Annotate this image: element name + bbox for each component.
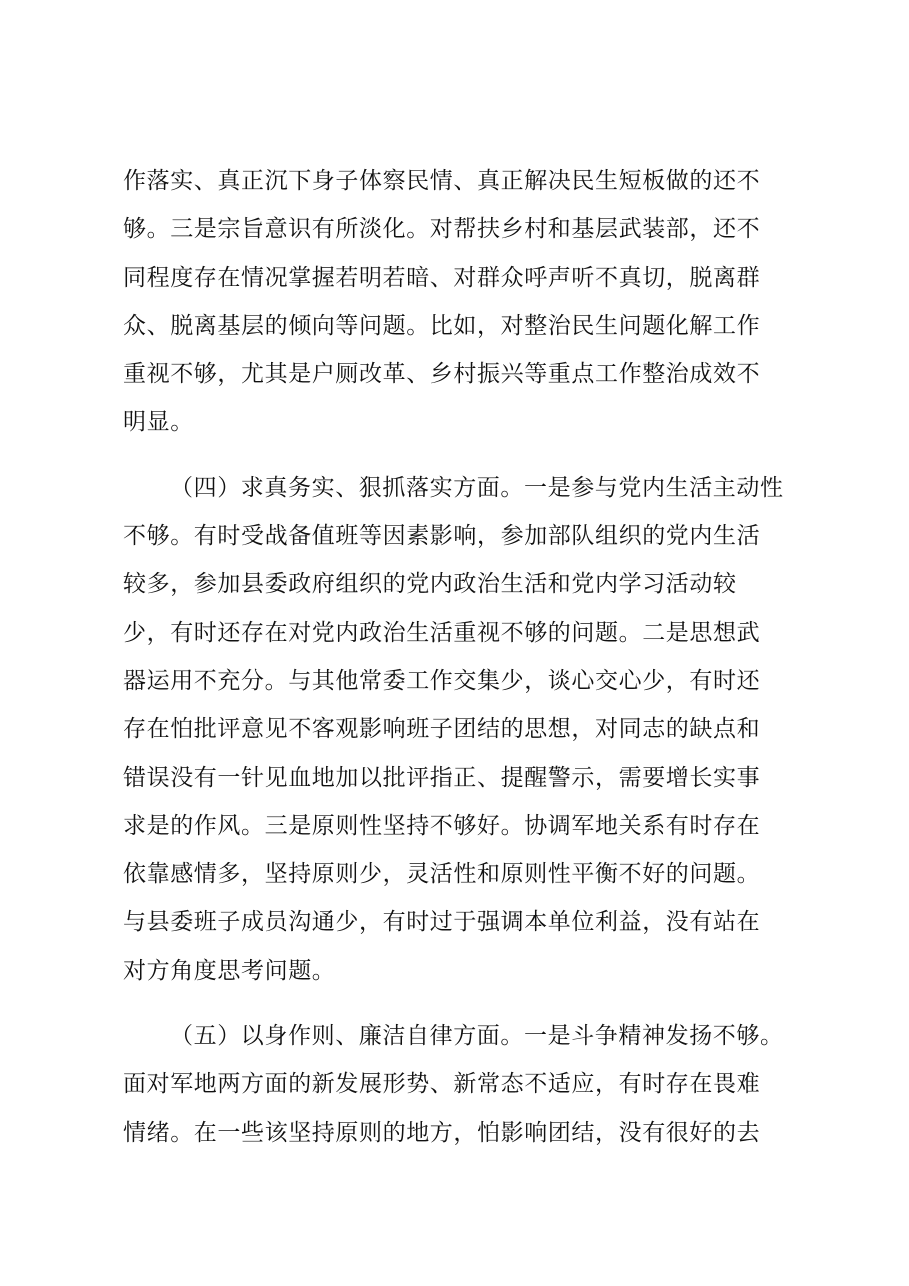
paragraph-spacing <box>123 995 803 1012</box>
paragraph-section-five <box>123 1012 803 1157</box>
text-line: 同程度存在情况掌握若明若暗、对群众呼声听不真切，脱离群 <box>123 264 761 291</box>
text-line: （五）以身作则、廉洁自律方面。一是斗争精神发扬不够。 <box>170 1023 784 1050</box>
text-line: 求是的作风。三是原则性坚持不够好。协调军地关系有时存在 <box>123 812 761 839</box>
document-body <box>123 157 803 1157</box>
paragraph-continuation <box>123 157 803 447</box>
text-line: 存在怕批评意见不客观影响班子团结的思想，对同志的缺点和 <box>123 716 761 743</box>
text-line: 够。三是宗旨意识有所淡化。对帮扶乡村和基层武装部，还不 <box>123 216 761 243</box>
text-line: （四）求真务实、狠抓落实方面。一是参与党内生活主动性 <box>170 474 784 501</box>
paragraph-section-four <box>123 464 803 995</box>
text-line: 面对军地两方面的新发展形势、新常态不适应，有时存在畏难 <box>123 1071 761 1098</box>
text-line: 器运用不充分。与其他常委工作交集少，谈心交心少，有时还 <box>123 667 761 694</box>
text-line: 对方角度思考问题。 <box>123 957 336 984</box>
text-line: 较多，参加县委政府组织的党内政治生活和党内学习活动较 <box>123 571 737 598</box>
text-line: 少，有时还存在对党内政治生活重视不够的问题。二是思想武 <box>123 619 761 646</box>
text-line: 情绪。在一些该坚持原则的地方，怕影响团结，没有很好的去 <box>123 1119 761 1146</box>
text-line: 不够。有时受战备值班等因素影响，参加部队组织的党内生活 <box>123 523 761 550</box>
text-line: 与县委班子成员沟通少，有时过于强调本单位利益，没有站在 <box>123 909 761 936</box>
text-line: 明显。 <box>123 409 194 436</box>
text-line: 依靠感情多，坚持原则少，灵活性和原则性平衡不好的问题。 <box>123 861 761 888</box>
text-line: 错误没有一针见血地加以批评指正、提醒警示，需要增长实事 <box>123 764 761 791</box>
paragraph-spacing <box>123 447 803 464</box>
text-line: 众、脱离基层的倾向等问题。比如，对整治民生问题化解工作 <box>123 312 761 339</box>
text-line: 重视不够，尤其是户厕改革、乡村振兴等重点工作整治成效不 <box>123 361 761 388</box>
text-line: 作落实、真正沉下身子体察民情、真正解决民生短板做的还不 <box>123 168 761 194</box>
